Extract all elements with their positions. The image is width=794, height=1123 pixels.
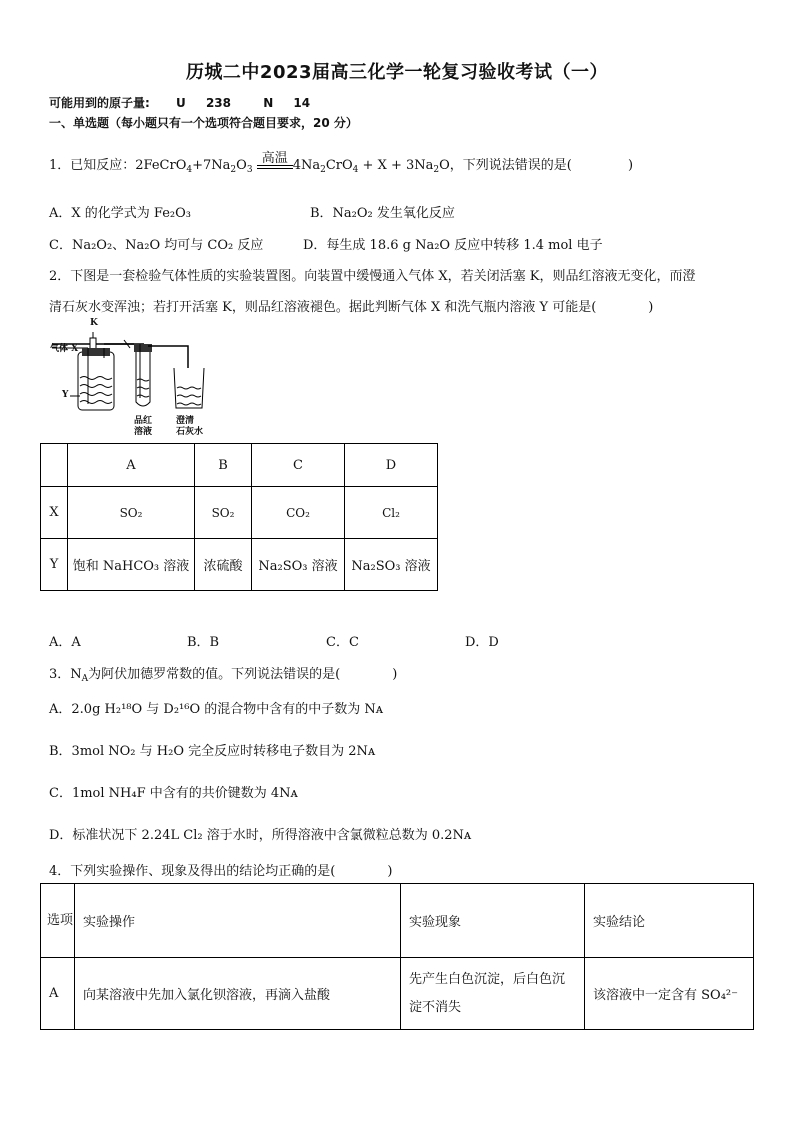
q4-table-row-a — [41, 958, 754, 1030]
atomic-mass-u-value: 238 — [205, 96, 231, 110]
reaction-arrow — [257, 150, 293, 169]
q2-table-header-b: B — [195, 444, 252, 487]
reaction-condition: 高温 — [261, 150, 288, 166]
q2-table-x-b: SO₂ — [195, 487, 252, 539]
atomic-mass-n-value: 14 — [293, 96, 311, 110]
q1-prod1b: CrO — [325, 158, 353, 173]
section-heading: 一、单选题（每小题只有一个选项符合题目要求，20 分） — [49, 116, 358, 130]
atomic-mass-n-symbol: N — [263, 96, 274, 110]
fig-label-gas-x: 气体 X — [50, 344, 79, 354]
fig-label-lime-1: 澄清 — [176, 416, 195, 426]
q1-sub-2c: 2 — [433, 165, 440, 175]
q2-table-header-d: D — [345, 444, 438, 487]
q2-table-row-x — [41, 487, 438, 539]
q4-table-a-phenomenon: 先产生白色沉淀，后白色沉淀不消失 — [401, 958, 585, 1030]
fig-label-lime-2: 石灰水 — [176, 427, 204, 437]
tube-stopper — [134, 344, 152, 352]
q1-o4: O — [175, 158, 187, 173]
q2-table — [40, 443, 438, 591]
q4-table-a-option: A — [41, 958, 75, 1030]
q2-table-x-d: Cl₂ — [345, 487, 438, 539]
q1-sub-3a: 3 — [246, 165, 253, 175]
q1-option-b[interactable]: B．Na₂O₂ 发生氧化反应 — [310, 206, 455, 221]
fig-label-y: Y — [62, 390, 69, 400]
q4-table-a-operation: 向某溶液中先加入氯化钡溶液，再滴入盐酸 — [75, 958, 401, 1030]
q1-option-d[interactable]: D．每生成 18.6 g Na₂O 反应中转移 1.4 mol 电子 — [303, 238, 603, 253]
fig-label-pinhong — [134, 416, 152, 438]
reaction-line-bottom — [257, 168, 293, 169]
q2-table-y-c: Na₂SO₃ 溶液 — [252, 539, 345, 591]
q3-stem — [49, 663, 397, 684]
q2-table-row-x-label: X — [41, 487, 68, 539]
atomic-mass-label: 可能用到的原子量: — [49, 96, 150, 110]
exam-title: 历城二中2023届高三化学一轮复习验收考试（一） — [185, 62, 609, 83]
q4-table-header-operation: 实验操作 — [75, 884, 401, 958]
q4-stem — [49, 860, 392, 879]
q2-stem-line2 — [49, 296, 653, 315]
q3-option-d[interactable]: D．标准状况下 2.24L Cl₂ 溶于水时，所得溶液中含氯微粒总数为 0.2Nᴀ — [49, 828, 472, 843]
q2-stem-line2-text: 清石灰水变浑浊；若打开活塞 K，则品红溶液褪色。据此判断气体 X 和洗气瓶内溶液 Y 可能是( — [49, 300, 597, 315]
q1-prod1: 4Na — [292, 158, 321, 173]
q4-paren-close: ) — [387, 864, 393, 879]
q1-paren-close: ) — [628, 158, 634, 173]
q4-table-header-conclusion: 实验结论 — [585, 884, 754, 958]
atomic-mass-line — [49, 94, 310, 111]
q1-o3: O — [236, 158, 247, 173]
q1-sub-4b: 4 — [352, 165, 359, 175]
q2-option-b[interactable]: B．B — [187, 635, 220, 650]
q2-table-x-a: SO₂ — [68, 487, 195, 539]
q3-stem-rest: 为阿伏加德罗常数的值。下列说法错误的是( — [88, 667, 341, 682]
atomic-mass-u-symbol: U — [176, 96, 186, 110]
q1-option-a[interactable]: A．X 的化学式为 Fe₂O₃ — [49, 206, 191, 221]
q2-paren-close: ) — [648, 300, 654, 315]
q3-option-b[interactable]: B．3mol NO₂ 与 H₂O 完全反应时转移电子数目为 2Nᴀ — [49, 744, 376, 759]
fig-label-pinhong-2: 溶液 — [134, 427, 153, 437]
q2-option-a[interactable]: A．A — [49, 635, 81, 650]
q1-sub-2a: 2 — [230, 165, 237, 175]
q2-stem-line1: 2．下图是一套检验气体性质的实验装置图。向装置中缓慢通入气体 X，若关闭活塞 K，则品红溶液无变化，而澄 — [49, 269, 696, 284]
q4-table-header-row — [41, 884, 754, 958]
wash-bottle-stopper — [82, 348, 110, 356]
q2-option-d[interactable]: D．D — [465, 635, 499, 650]
q2-table-row-y — [41, 539, 438, 591]
q1-plus7: +7Na — [192, 158, 231, 173]
q2-table-y-b: 浓硫酸 — [195, 539, 252, 591]
q2-table-corner — [41, 444, 68, 487]
q1-option-c[interactable]: C．Na₂O₂、Na₂O 均可与 CO₂ 反应 — [49, 238, 264, 253]
q1-stem-prefix: 1．已知反应：2FeCr — [49, 158, 176, 173]
q4-table-header-option: 选项 — [41, 884, 75, 958]
q3-stem-prefix: 3．N — [49, 667, 82, 682]
q2-table-y-d: Na₂SO₃ 溶液 — [345, 539, 438, 591]
q2-option-c[interactable]: C．C — [326, 635, 359, 650]
fig-label-lime — [176, 416, 203, 438]
q2-table-header-c: C — [252, 444, 345, 487]
q1-prod3: O，下列说法错误的是( — [439, 158, 572, 173]
q4-stem-text: 4．下列实验操作、现象及得出的结论均正确的是( — [49, 864, 336, 879]
q1-sub-2b: 2 — [320, 165, 326, 175]
fig-label-k: K — [90, 318, 98, 328]
q4-table-a-conclusion: 该溶液中一定含有 SO₄²⁻ — [585, 958, 754, 1030]
wash-bottle — [78, 352, 114, 410]
q3-option-c[interactable]: C．1mol NH₄F 中含有的共价键数为 4Nᴀ — [49, 786, 298, 801]
q1-prod2: + X + 3Na — [362, 158, 434, 173]
q2-table-y-a: 饱和 NaHCO₃ 溶液 — [68, 539, 195, 591]
q3-paren-close: ) — [392, 667, 398, 682]
q1-sub-4: 4 — [186, 165, 193, 175]
q2-table-header-a: A — [68, 444, 195, 487]
q1-stem — [49, 150, 634, 175]
q2-table-x-c: CO₂ — [252, 487, 345, 539]
q3-stem-sub: A — [81, 674, 89, 684]
q2-table-row-y-label: Y — [41, 539, 68, 591]
q3-option-a[interactable]: A．2.0g H₂¹⁸O 与 D₂¹⁶O 的混合物中含有的中子数为 Nᴀ — [49, 702, 384, 717]
q2-table-header-row — [41, 444, 438, 487]
q4-table-header-phenomenon: 实验现象 — [401, 884, 585, 958]
q4-table — [40, 883, 754, 1030]
fig-label-pinhong-1: 品红 — [134, 416, 153, 426]
